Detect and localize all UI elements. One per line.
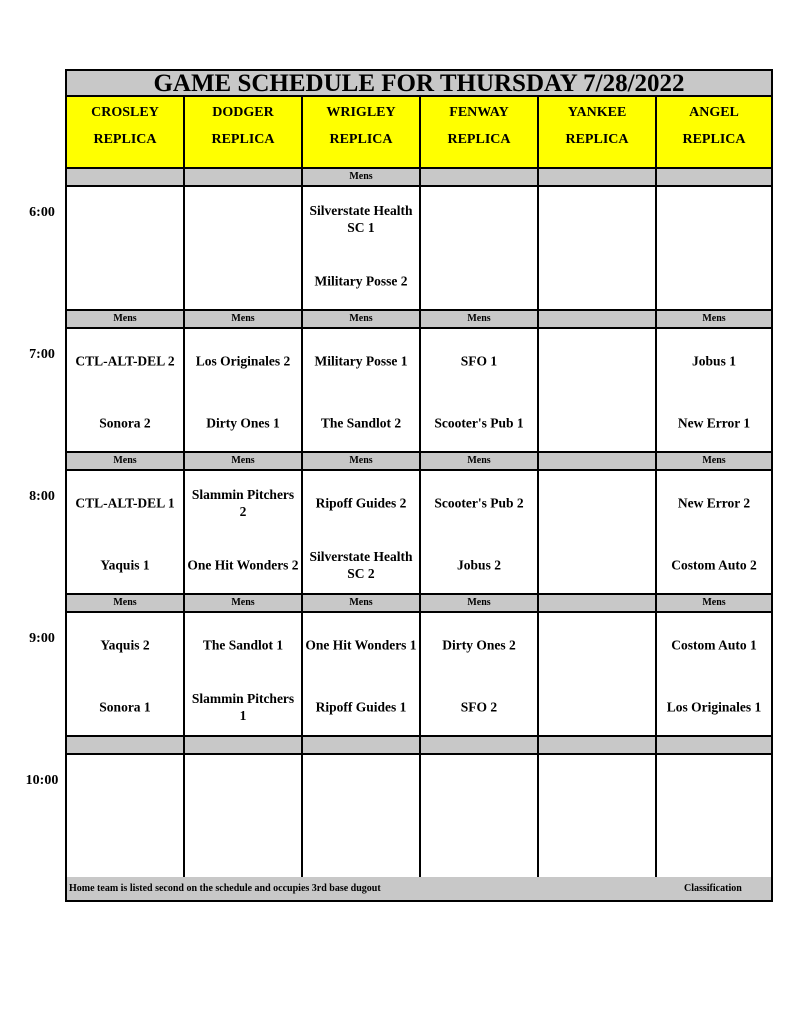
game-cell: [657, 329, 771, 453]
away-team: Yaquis 2: [100, 637, 150, 653]
game-cell: [303, 187, 421, 311]
classification-cell: Mens: [185, 595, 303, 613]
classification-cell: Mens: [303, 311, 421, 329]
field-header: [539, 97, 657, 169]
away-team: SFO 1: [460, 353, 498, 369]
classification-cell: [185, 169, 303, 187]
home-team: Los Originales 1: [666, 699, 762, 715]
field-name: ANGEL: [689, 105, 739, 120]
game-cell: [657, 755, 771, 879]
away-team: Military Posse 1: [314, 353, 408, 369]
away-team: Scooter's Pub 2: [434, 495, 524, 511]
home-team: Costom Auto 2: [671, 557, 757, 573]
field-name: WRIGLEY: [326, 105, 396, 120]
game-cell: [303, 329, 421, 453]
classification-cell: Mens: [657, 311, 771, 329]
field-header: [657, 97, 771, 169]
classification-cell: [421, 737, 539, 755]
game-cell: [421, 755, 539, 879]
away-team: Ripoff Guides 2: [315, 495, 407, 511]
schedule-table: [65, 69, 773, 902]
field-subtitle: REPLICA: [447, 132, 511, 147]
away-team: The Sandlot 1: [202, 637, 284, 653]
classification-cell: Mens: [67, 453, 185, 471]
classification-cell: Mens: [421, 311, 539, 329]
home-team: New Error 1: [677, 415, 751, 431]
game-cell: [303, 755, 421, 879]
classification-cell: [657, 169, 771, 187]
field-header: [67, 97, 185, 169]
home-team: The Sandlot 2: [320, 415, 402, 431]
classification-cell: Mens: [303, 169, 421, 187]
game-cell: [67, 329, 185, 453]
time-label: 8:00: [29, 489, 55, 504]
field-subtitle: REPLICA: [565, 132, 629, 147]
game-cell: [421, 187, 539, 311]
classification-cell: [657, 737, 771, 755]
game-cell: [67, 755, 185, 879]
time-label: 10:00: [25, 773, 59, 788]
away-team: Los Originales 2: [195, 353, 291, 369]
away-team: Costom Auto 1: [671, 637, 757, 653]
away-team: Jobus 1: [692, 353, 736, 369]
field-subtitle: REPLICA: [93, 132, 157, 147]
field-name: YANKEE: [567, 105, 627, 120]
game-cell: [421, 329, 539, 453]
home-team: Yaquis 1: [100, 557, 150, 573]
game-cell: [303, 471, 421, 595]
classification-cell: [303, 737, 421, 755]
game-cell: [185, 329, 303, 453]
time-label: 9:00: [29, 631, 55, 646]
game-cell: [185, 613, 303, 737]
away-team: Slammin Pitchers 2: [191, 487, 295, 519]
game-cell: [539, 187, 657, 311]
schedule-title: GAME SCHEDULE FOR THURSDAY 7/28/2022: [67, 71, 771, 97]
time-label: 6:00: [29, 205, 55, 220]
field-header: [421, 97, 539, 169]
game-cell: [67, 187, 185, 311]
game-cell: [67, 471, 185, 595]
classification-cell: [539, 311, 657, 329]
classification-cell: Mens: [67, 311, 185, 329]
game-cell: [539, 471, 657, 595]
home-team: Military Posse 2: [314, 273, 408, 289]
classification-cell: Mens: [185, 311, 303, 329]
classification-cell: Mens: [657, 595, 771, 613]
away-team: New Error 2: [677, 495, 751, 511]
game-cell: [421, 613, 539, 737]
footer-classification: Classification: [684, 883, 742, 894]
classification-cell: Mens: [303, 453, 421, 471]
home-team: Dirty Ones 1: [206, 415, 280, 431]
classification-cell: [539, 595, 657, 613]
time-label: 7:00: [29, 347, 55, 362]
footer-bar: [67, 877, 771, 900]
game-cell: [657, 187, 771, 311]
field-name: FENWAY: [449, 105, 509, 120]
classification-cell: [539, 169, 657, 187]
classification-cell: Mens: [421, 453, 539, 471]
classification-cell: [539, 453, 657, 471]
classification-cell: Mens: [303, 595, 421, 613]
game-cell: [185, 471, 303, 595]
home-team: Jobus 2: [457, 557, 501, 573]
classification-cell: [67, 737, 185, 755]
classification-cell: Mens: [185, 453, 303, 471]
footer-note: Home team is listed second on the schedule and occupies 3rd base dugout: [69, 883, 381, 894]
away-team: Silverstate Health SC 1: [309, 203, 413, 235]
game-cell: [185, 755, 303, 879]
game-cell: [539, 755, 657, 879]
field-header: [303, 97, 421, 169]
classification-cell: [67, 169, 185, 187]
home-team: One Hit Wonders 2: [187, 557, 299, 573]
field-header: [185, 97, 303, 169]
away-team: CTL-ALT-DEL 2: [75, 353, 175, 369]
away-team: Dirty Ones 2: [442, 637, 516, 653]
away-team: One Hit Wonders 1: [305, 637, 417, 653]
home-team: Sonora 2: [99, 415, 151, 431]
home-team: Sonora 1: [99, 699, 151, 715]
classification-cell: [185, 737, 303, 755]
away-team: CTL-ALT-DEL 1: [75, 495, 175, 511]
game-cell: [185, 187, 303, 311]
field-name: CROSLEY: [91, 105, 159, 120]
home-team: Scooter's Pub 1: [434, 415, 524, 431]
home-team: Slammin Pitchers 1: [191, 691, 295, 723]
home-team: Ripoff Guides 1: [315, 699, 407, 715]
home-team: Silverstate Health SC 2: [309, 549, 413, 581]
game-cell: [539, 329, 657, 453]
game-cell: [657, 613, 771, 737]
field-subtitle: REPLICA: [211, 132, 275, 147]
classification-cell: Mens: [421, 595, 539, 613]
field-subtitle: REPLICA: [682, 132, 746, 147]
game-cell: [421, 471, 539, 595]
game-cell: [657, 471, 771, 595]
game-cell: [303, 613, 421, 737]
field-name: DODGER: [212, 105, 274, 120]
classification-cell: Mens: [657, 453, 771, 471]
classification-cell: Mens: [67, 595, 185, 613]
game-cell: [539, 613, 657, 737]
home-team: SFO 2: [460, 699, 498, 715]
field-subtitle: REPLICA: [329, 132, 393, 147]
classification-cell: [539, 737, 657, 755]
classification-cell: [421, 169, 539, 187]
game-cell: [67, 613, 185, 737]
